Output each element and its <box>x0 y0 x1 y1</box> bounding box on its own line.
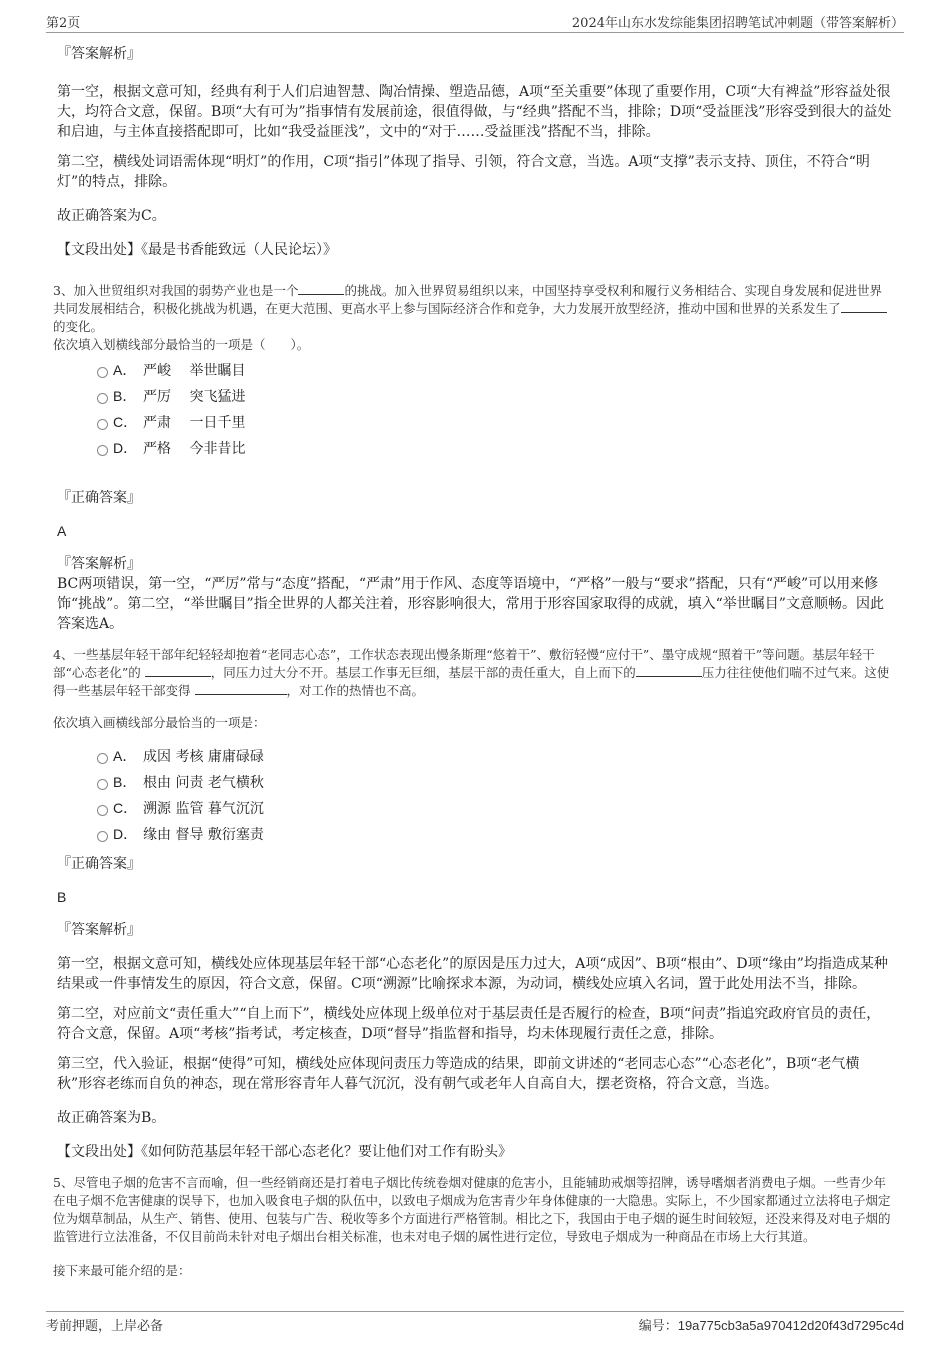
q4-prompt: 依次填入画横线部分最恰当的一项是： <box>53 715 266 730</box>
blank <box>841 300 887 313</box>
q3-option-c[interactable]: C． 严肃 一日千里 <box>57 412 893 438</box>
q4-option-c[interactable]: C． 溯源 监管 暮气沉沉 <box>57 798 893 824</box>
q3-prompt: 依次填入划横线部分最恰当的一项是（ ）。 <box>53 337 310 352</box>
q2-conclusion: 故正确答案为C。 <box>57 208 166 224</box>
q4-options <box>57 746 893 850</box>
q3-stem: 3、加入世贸组织对我国的弱势产业也是一个 的挑战。加入世界贸易组织以来，中国坚持享受权利和履行义务相结合、实现自身发展和促进世界共同发展相结合，积极化挑战为机遇，在更大范围、更高水平上参与国际经济合作和竞争，大力发展开放型经济，推动中国和世界的关系发生了的变化。 <box>53 282 893 336</box>
q3-analysis: BC两项错误，第一空，“严厉”常与“态度”搭配，“严肃”用于作风、态度等语境中，“严格”一般与“要求”搭配，只有“严峻”可以用来修饰“挑战”。第二空，“举世瞩目”指全世界的人都关注着，形容影响很大，常用于形容国家取得的成就，填入“举世瞩目”文意顺畅。因此答案选A。 <box>57 576 884 632</box>
q4-analysis-title: 『答案解析』 <box>57 922 141 938</box>
blank <box>636 664 702 677</box>
radio-button[interactable] <box>97 779 108 790</box>
q4-correct-title: 『正确答案』 <box>57 856 141 872</box>
q5-stem: 5、尽管电子烟的危害不言而喻，但一些经销商还是打着电子烟比传统卷烟对健康的危害小，且能辅助戒烟等招牌，诱导嗜烟者消费电子烟。一些青少年在电子烟不危害健康的误导下，也加入吸食电子烟的队伍中，以致电子烟成为危害青少年身体健康的一大隐患。实际上，不少国家都通过立法将电子烟定位为烟草制品，从生产、销售、使用、包装与广告、税收等多个方面进行严格管制。相比之下，我国由于电子烟的诞生时间较短，还没来得及对电子烟的监管进行立法准备，不仅目前尚未针对电子烟出台相关标准，也未对电子烟的属性进行定位，导致电子烟成为一种商品在市场上大行其道。 <box>53 1175 891 1244</box>
q3-options <box>57 360 893 464</box>
q2-analysis-title: 『答案解析』 <box>57 46 141 62</box>
q4-analysis-para2: 第二空，对应前文“责任重大”“自上而下”，横线处应体现上级单位对于基层责任是否履行的检查，B项“问责”指追究政府官员的责任，符合文意，保留。A项“考核”指考试，考定核查，D项“督导”指监督和指导，均未体现履行责任之意，排除。 <box>57 1006 881 1042</box>
radio-button[interactable] <box>97 367 108 378</box>
q4-conclusion: 故正确答案为B。 <box>57 1110 166 1126</box>
q2-analysis-para1: 第一空，根据文意可知，经典有利于人们启迪智慧、陶冶情操、塑造品德，A项“至关重要”体现了重要作用，C项“大有裨益”形容益处很大，均符合文意，保留。B项“大有可为”指事情有发展前途，很值得做，与“经典”搭配不当，排除；D项“受益匪浅”形容受到很大的益处和启迪，与主体直接搭配即可，比如“我受益匪浅”，文中的“对于……受益匪浅”搭配不当，排除。 <box>57 84 892 140</box>
q5-prompt: 接下来最可能介绍的是： <box>53 1263 191 1278</box>
q4-source: 【文段出处】《如何防范基层年轻干部心态老化？要让他们对工作有盼头》 <box>57 1144 512 1160</box>
blank <box>195 682 287 695</box>
q4-option-d[interactable]: D． 缘由 督导 敷衍塞责 <box>57 824 893 850</box>
q4-option-a[interactable]: A． 成因 考核 庸庸碌碌 <box>57 746 893 772</box>
q3-option-b[interactable]: B． 严厉 突飞猛进 <box>57 386 893 412</box>
radio-button[interactable] <box>97 805 108 816</box>
page-header <box>46 10 904 33</box>
document-code: 编号：19a775cb3a5a970412d20f43d7295c4d <box>638 1318 904 1334</box>
q3-analysis-title: 『答案解析』 <box>57 556 141 572</box>
page-footer <box>46 1311 904 1338</box>
page-number: 第2页 <box>46 16 81 31</box>
q4-analysis-para3: 第三空，代入验证，根据“使得”可知，横线处应体现问责压力等造成的结果，即前文讲述的“老同志心态”“心态老化”，B项“老气横秋”形容老练而自负的神态，现在常形容青年人暮气沉沉，没有朝气或老年人自高自大，摆老资格，符合文意，当选。 <box>57 1056 860 1092</box>
radio-button[interactable] <box>97 445 108 456</box>
q4-analysis-para1: 第一空，根据文意可知，横线处应体现基层年轻干部“心态老化”的原因是压力过大，A项“成因”、B项“根由”、D项“缘由”均指造成某种结果或一件事情发生的原因，符合文意，保留。C项“溯源”比喻探求本源，为动词，横线处应填入名词，置于此处用法不当，排除。 <box>57 956 888 992</box>
q2-analysis-para2: 第二空，横线处词语需体现“明灯”的作用，C项“指引”体现了指导、引领，符合文意，当选。A项“支撑”表示支持、顶住，不符合“明灯”的特点，排除。 <box>57 154 870 190</box>
radio-button[interactable] <box>97 831 108 842</box>
radio-button[interactable] <box>97 419 108 430</box>
blank <box>298 282 344 295</box>
q3-option-d[interactable]: D． 严格 今非昔比 <box>57 438 893 464</box>
q3-correct-title: 『正确答案』 <box>57 490 141 506</box>
q3-answer: A <box>57 523 67 539</box>
radio-button[interactable] <box>97 393 108 404</box>
q4-stem: 4、一些基层年轻干部年纪轻轻却抱着“老同志心态”，工作状态表现出慢条斯理“悠着干”、敷衍轻慢“应付干”、墨守成规“照着干”等问题。基层年轻干部“心态老化”的 ，同压力过大分不开。基层工作事无巨细，基层干部的责任重大，自上而下的 压力往往使他们喘不过气来。这使得一些基层年轻干部变得 ，对工作的热情也不高。 <box>53 647 890 698</box>
q4-option-b[interactable]: B． 根由 问责 老气横秋 <box>57 772 893 798</box>
radio-button[interactable] <box>97 753 108 764</box>
q4-answer: B <box>57 889 67 905</box>
blank <box>145 664 211 677</box>
q3-option-a[interactable]: A． 严峻 举世瞩目 <box>57 360 893 386</box>
footer-slogan: 考前押题，上岸必备 <box>46 1319 164 1334</box>
page-content <box>53 44 893 1280</box>
document-title: 2024年山东水发综能集团招聘笔试冲刺题（带答案解析） <box>571 16 904 31</box>
q2-source: 【文段出处】《最是书香能致远（人民论坛）》 <box>57 242 337 258</box>
